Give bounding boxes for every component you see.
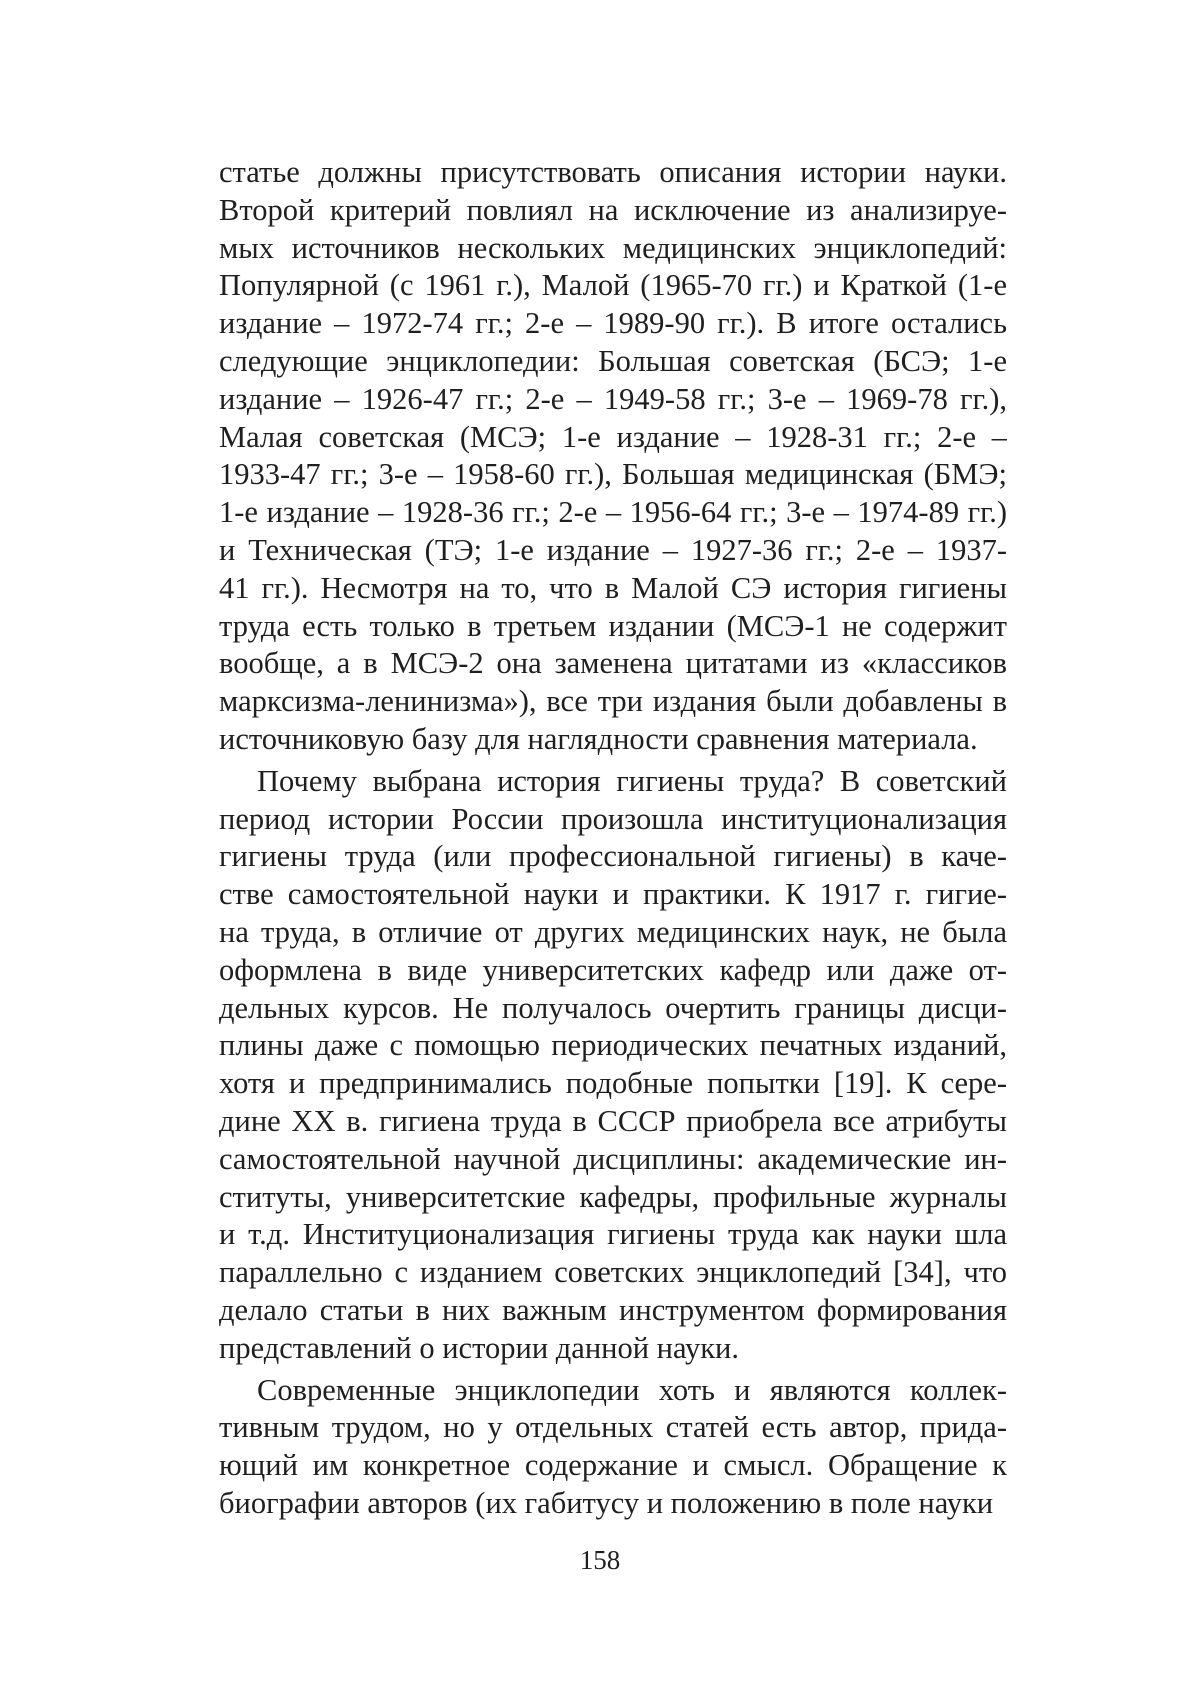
text-line: издание – 1972-74 гг.; 2-е – 1989-90 гг.). В итоге остались	[219, 306, 1007, 341]
text-line: самостоятельной научной дисциплины: академические ин-	[219, 1141, 1007, 1176]
text-line: делало статьи в них важным инструментом формирования	[219, 1292, 1007, 1327]
text-line: на труда, в отличие от других медицинских наук, не была	[219, 914, 1007, 949]
paragraph	[219, 154, 1007, 759]
text-line: период истории России произошла институционализация	[219, 801, 1007, 836]
body-text	[219, 154, 1007, 1523]
text-line: стве самостоятельной науки и практики. К 1917 г. гигие-	[219, 877, 1007, 912]
text-line: дине XX в. гигиена труда в СССР приобрела все атрибуты	[219, 1103, 1007, 1138]
text-line: труда есть только в третьем издании (МСЭ-1 не содержит	[219, 608, 1007, 643]
text-line: вообще, а в МСЭ-2 она заменена цитатами из «классиков	[219, 646, 1007, 681]
text-line: Современные энциклопедии хоть и являются коллек-	[257, 1372, 1007, 1407]
text-line: 1-е издание – 1928-36 гг.; 2-е – 1956-64 гг.; 3-е – 1974-89 гг.)	[219, 495, 1007, 530]
text-line: хотя и предпринимались подобные попытки [19]. К сере-	[219, 1066, 1007, 1101]
text-line: статье должны присутствовать описания истории науки.	[219, 155, 1007, 189]
page-body	[219, 154, 1007, 1523]
text-line: мых источников нескольких медицинских энциклопедий:	[219, 230, 1007, 265]
text-line: 1933-47 гг.; 3-е – 1958-60 гг.), Большая медицинская (БМЭ;	[219, 457, 1007, 492]
text-line: Почему выбрана история гигиены труда? В советский	[257, 763, 1007, 798]
text-line: параллельно с изданием советских энциклопедий [34], что	[219, 1255, 1007, 1290]
text-line: Малая советская (МСЭ; 1-е издание – 1928-31 гг.; 2-е –	[219, 419, 1007, 454]
text-line: представлений о истории данной науки.	[219, 1330, 740, 1365]
text-line: тивным трудом, но у отдельных статей есть автор, прида-	[219, 1410, 1007, 1445]
text-line: источниковую базу для наглядности сравнения материала.	[219, 721, 978, 756]
text-line: марксизма-ленинизма»), все три издания были добавлены в	[219, 684, 1007, 719]
text-line: гигиены труда (или профессиональной гигиены) в каче-	[219, 839, 1007, 874]
page-number: 158	[579, 1545, 621, 1575]
text-line: и Техническая (ТЭ; 1-е издание – 1927-36 гг.; 2-е – 1937-	[219, 532, 1007, 567]
paragraph	[219, 763, 1007, 1368]
text-line: ющий им конкретное содержание и смысл. Обращение к	[219, 1448, 1007, 1483]
text-line: плины даже с помощью периодических печатных изданий,	[219, 1028, 1007, 1063]
text-line: следующие энциклопедии: Большая советская (БСЭ; 1-е	[219, 343, 1007, 378]
text-line: Второй критерий повлиял на исключение из анализируе-	[219, 192, 1007, 227]
paragraph	[219, 1372, 1007, 1523]
text-line: Популярной (с 1961 г.), Малой (1965-70 гг.) и Краткой (1-е	[219, 268, 1007, 303]
text-line: ституты, университетские кафедры, профильные журналы	[219, 1179, 1007, 1214]
text-line: и т.д. Институционализация гигиены труда как науки шла	[219, 1217, 1007, 1252]
text-line: издание – 1926-47 гг.; 2-е – 1949-58 гг.; 3-е – 1969-78 гг.),	[219, 381, 1007, 416]
text-line: биографии авторов (их габитусу и положению в поле науки	[219, 1485, 994, 1520]
text-line: оформлена в виде университетских кафедр или даже от-	[219, 952, 1007, 987]
text-line: 41 гг.). Несмотря на то, что в Малой СЭ история гигиены	[219, 570, 1007, 605]
text-line: дельных курсов. Не получалось очертить границы дисци-	[219, 990, 1007, 1025]
